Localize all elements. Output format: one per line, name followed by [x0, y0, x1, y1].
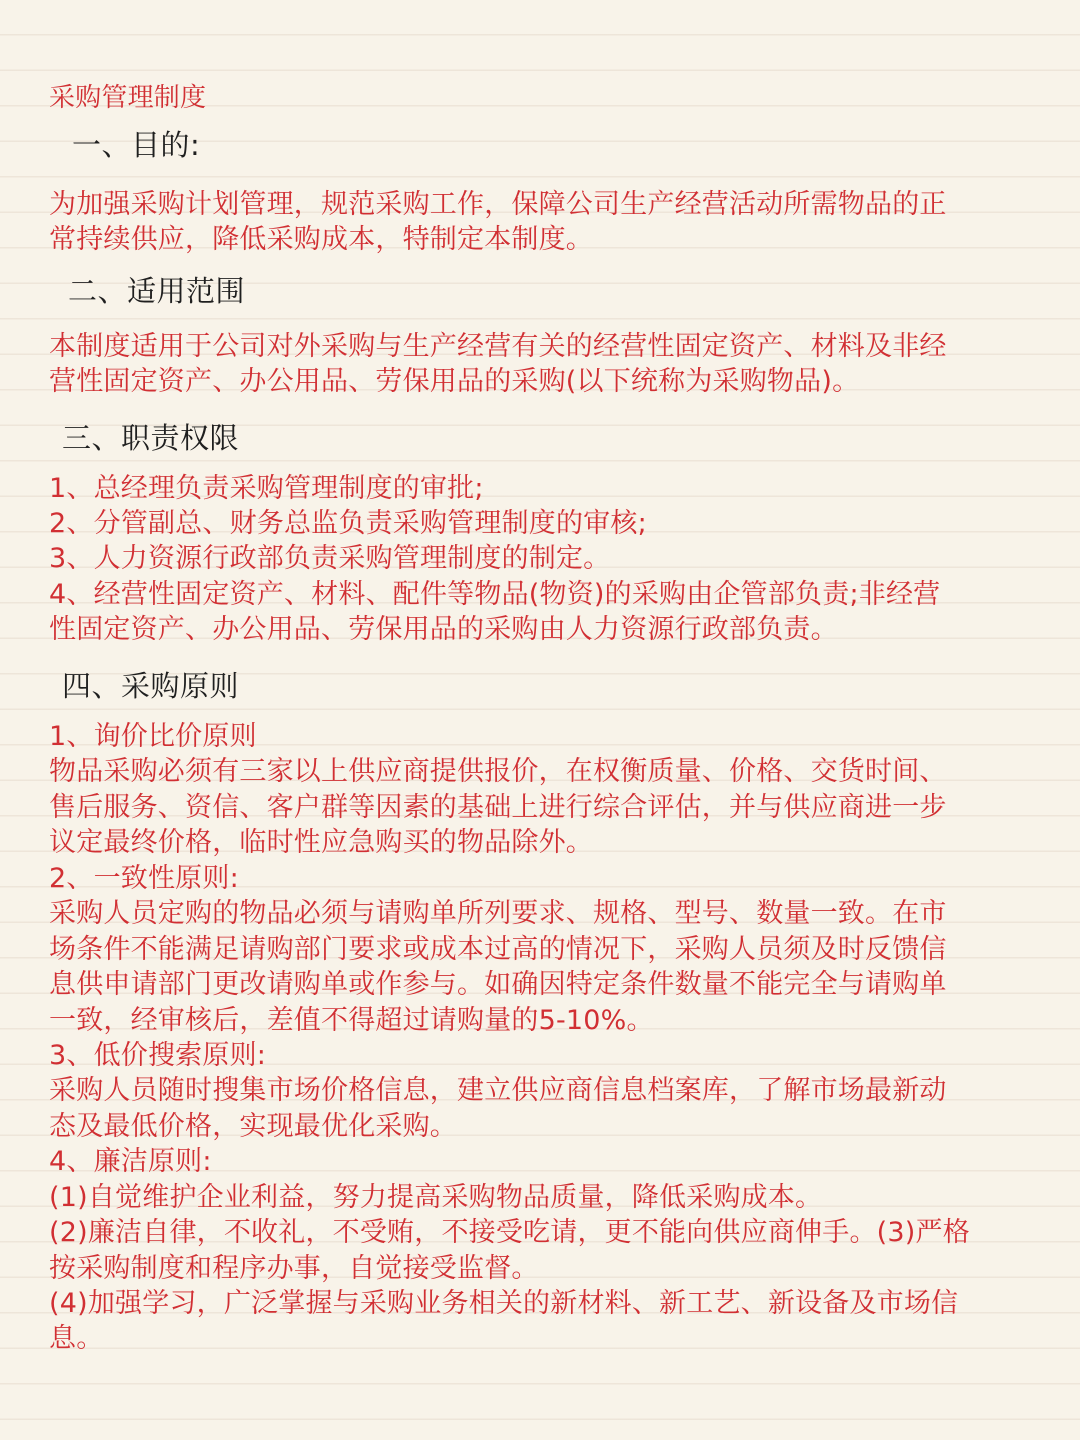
section-heading-scope: 二、适用范围: [68, 274, 246, 308]
paragraph-line: (4)加强学习，广泛掌握与采购业务相关的新材料、新工艺、新设备及市场信: [49, 1288, 959, 1319]
section-heading-purpose: 一、目的:: [72, 128, 201, 162]
paragraph-line: 采购人员定购的物品必须与请购单所列要求、规格、型号、数量一致。在市: [49, 898, 947, 929]
section-heading-principles: 四、采购原则: [62, 669, 240, 703]
paragraph-line: 按采购制度和程序办事，自觉接受监督。: [49, 1253, 539, 1284]
paragraph-line: 采购人员随时搜集市场价格信息，建立供应商信息档案库，了解市场最新动: [49, 1075, 947, 1106]
paragraph-line: 为加强采购计划管理，规范采购工作，保障公司生产经营活动所需物品的正: [49, 189, 947, 220]
paragraph-line: 息供申请部门更改请购单或作参与。如确因特定条件数量不能完全与请购单: [49, 969, 947, 1000]
list-item: 3、低价搜索原则:: [49, 1040, 267, 1071]
paragraph-line: (1)自觉维护企业利益，努力提高采购物品质量，降低采购成本。: [49, 1182, 823, 1213]
document-title: 采购管理制度: [49, 83, 207, 113]
paragraph-line: 一致，经审核后，差值不得超过请购量的5-10%。: [49, 1005, 654, 1036]
list-item: 4、廉洁原则:: [49, 1146, 212, 1177]
paragraph-line: 物品采购必须有三家以上供应商提供报价，在权衡质量、价格、交货时间、: [49, 756, 947, 787]
paragraph-line: 议定最终价格，临时性应急购买的物品除外。: [49, 827, 593, 858]
paragraph-line: 本制度适用于公司对外采购与生产经营有关的经营性固定资产、材料及非经: [49, 331, 947, 362]
paragraph-line: 常持续供应，降低采购成本，特制定本制度。: [49, 224, 593, 255]
section-heading-responsibilities: 三、职责权限: [62, 421, 240, 455]
list-item: 2、分管副总、财务总监负责采购管理制度的审核;: [49, 508, 647, 539]
paragraph-line: 售后服务、资信、客户群等因素的基础上进行综合评估，并与供应商进一步: [49, 792, 947, 823]
list-item: 3、人力资源行政部负责采购管理制度的制定。: [49, 543, 611, 574]
paragraph-line: 营性固定资产、办公用品、劳保用品的采购(以下统称为采购物品)。: [49, 366, 860, 397]
paragraph-line: (2)廉洁自律，不收礼，不受贿，不接受吃请，更不能向供应商伸手。(3)严格: [49, 1217, 970, 1248]
paragraph-line: 态及最低价格，实现最优化采购。: [49, 1111, 457, 1142]
list-item: 性固定资产、办公用品、劳保用品的采购由人力资源行政部负责。: [49, 614, 838, 645]
list-item: 4、经营性固定资产、材料、配件等物品(物资)的采购由企管部负责;非经营: [49, 579, 941, 610]
list-item: 2、一致性原则:: [49, 863, 239, 894]
list-item: 1、总经理负责采购管理制度的审批;: [49, 473, 484, 504]
list-item: 1、询价比价原则: [49, 721, 257, 752]
paragraph-line: 息。: [49, 1323, 104, 1354]
paragraph-line: 场条件不能满足请购部门要求或成本过高的情况下，采购人员须及时反馈信: [49, 934, 947, 965]
